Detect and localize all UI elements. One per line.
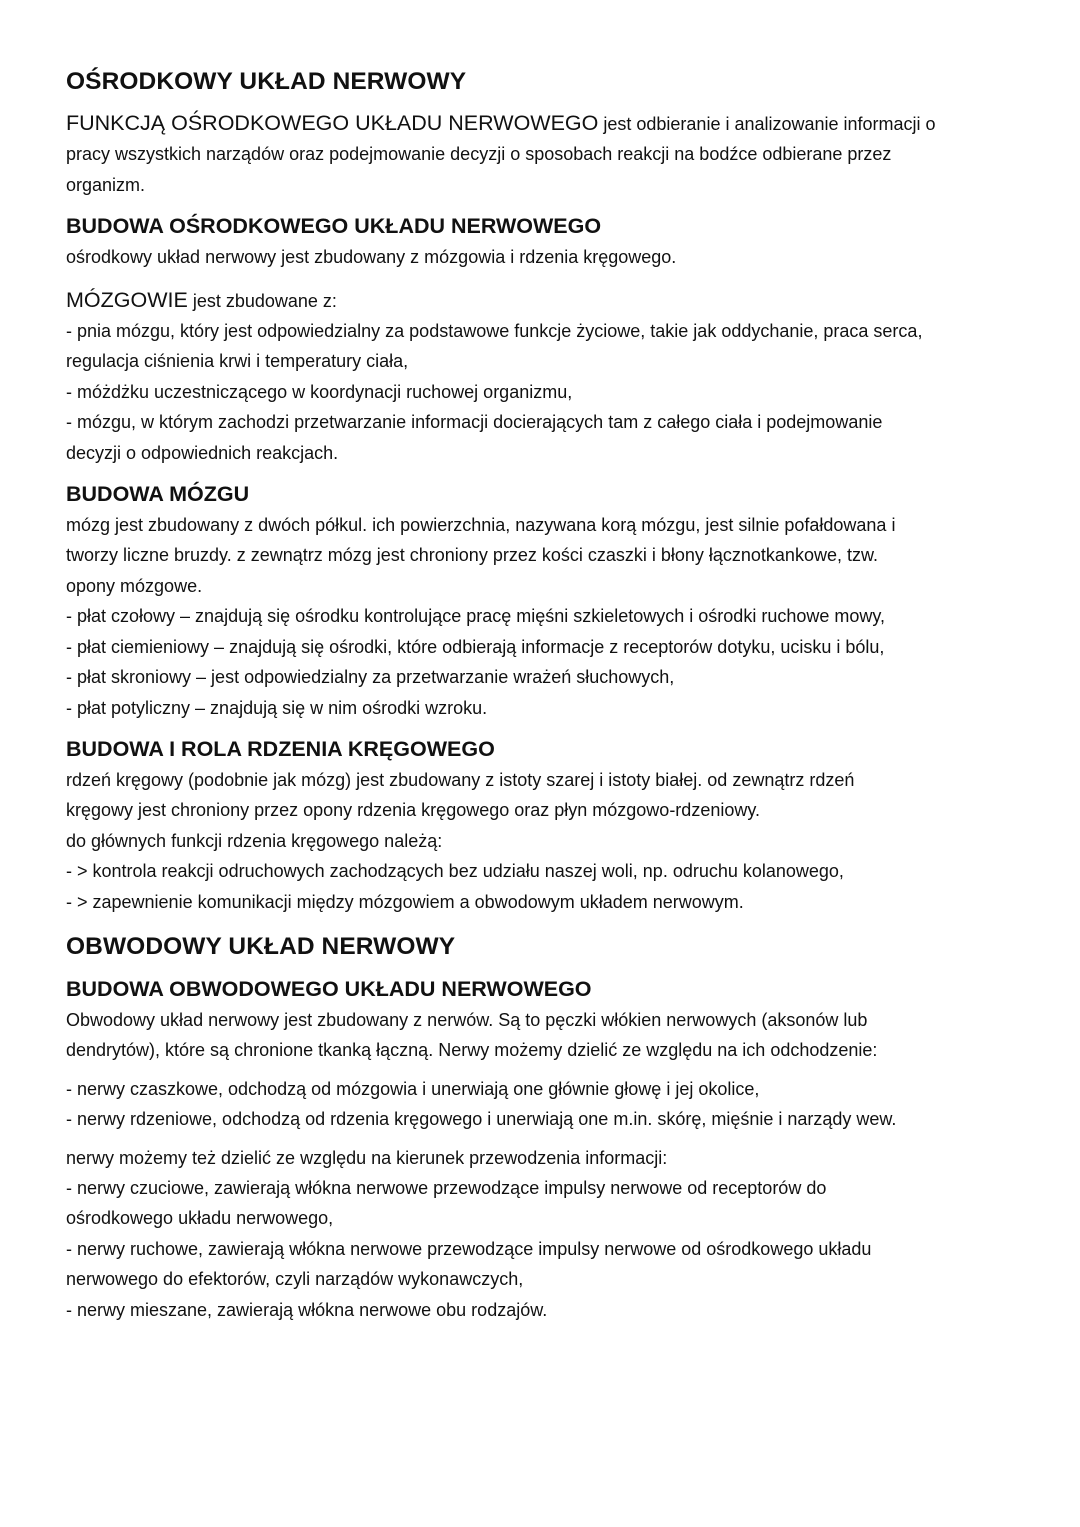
- function-line: organizm.: [66, 174, 146, 195]
- section-brain: [66, 285, 1026, 468]
- list-item: - płat potyliczny – znajdują się w nim ośrodki wzroku.: [66, 697, 488, 718]
- section-pns-structure: [66, 973, 1026, 1325]
- section-heading: BUDOWA OBWODOWEGO UKŁADU NERWOWEGO: [66, 976, 592, 1001]
- section-spinal-cord: [66, 733, 1026, 917]
- list-item: - nerwy mieszane, zawierają włókna nerwowe obu rodzajów.: [66, 1299, 548, 1320]
- paragraph-line: do głównych funkcji rdzenia kręgowego należą:: [66, 830, 443, 851]
- brain-heading: MÓZGOWIE: [66, 287, 188, 312]
- list-item: - nerwy czuciowe, zawierają włókna nerwowe przewodzące impulsy nerwowe od receptorów do: [66, 1177, 827, 1198]
- list-item: - > zapewnienie komunikacji między mózgowiem a obwodowym układem nerwowym.: [66, 891, 744, 912]
- list-item: - nerwy rdzeniowe, odchodzą od rdzenia kręgowego i unerwiają one m.in. skórę, mięśnie i narządy wew.: [66, 1109, 897, 1130]
- function-heading: FUNKCJĄ OŚRODKOWEGO UKŁADU NERWOWEGO: [66, 111, 599, 135]
- list-item: - płat czołowy – znajdują się ośrodku kontrolujące pracę mięśni szkieletowych i ośrodki ruchowe mowy,: [66, 606, 886, 627]
- paragraph-line: dendrytów), które są chronione tkanką łączną. Nerwy możemy dzielić ze względu na ich odchodzenie:: [66, 1040, 878, 1061]
- list-item: - płat ciemieniowy – znajdują się ośrodki, które odbierają informacje z receptorów dotyku, ucisku i bólu,: [66, 636, 885, 657]
- list-item: - płat skroniowy – jest odpowiedzialny za przetwarzanie wrażeń słuchowych,: [66, 667, 675, 688]
- list-item: - nerwy ruchowe, zawierają włókna nerwowe przewodzące impulsy nerwowe od ośrodkowego układu: [66, 1238, 872, 1259]
- paragraph-line: kręgowy jest chroniony przez opony rdzenia kręgowego oraz płyn mózgowo-rdzeniowy.: [66, 800, 761, 821]
- paragraph-line: rdzeń kręgowy (podobnie jak mózg) jest zbudowany z istoty szarej i istoty białej. od zewnątrz rdzeń: [66, 769, 855, 790]
- list-item: nerwowego do efektorów, czyli narządów wykonawczych,: [66, 1269, 524, 1290]
- main-title-cns: OŚRODKOWY UKŁAD NERWOWY: [66, 68, 467, 95]
- section-heading: BUDOWA OŚRODKOWEGO UKŁADU NERWOWEGO: [66, 214, 602, 239]
- paragraph-line: opony mózgowe.: [66, 575, 203, 596]
- list-item: - pnia mózgu, który jest odpowiedzialny za podstawowe funkcje życiowe, takie jak oddychanie, praca serca,: [66, 321, 923, 342]
- list-item: - > kontrola reakcji odruchowych zachodzących bez udziału naszej woli, np. odruchu kolanowego,: [66, 861, 844, 882]
- function-line: jest odbieranie i analizowanie informacji o: [598, 114, 936, 134]
- list-item: - móżdżku uczestniczącego w koordynacji ruchowej organizmu,: [66, 381, 573, 402]
- brain-heading-suffix: jest zbudowane z:: [187, 290, 337, 311]
- paragraph-line: tworzy liczne bruzdy. z zewnątrz mózg jest chroniony przez kości czaszki i błony łącznotkankowe, tzw.: [66, 545, 878, 566]
- list-item: ośrodkowego układu nerwowego,: [66, 1208, 334, 1229]
- paragraph-line: ośrodkowy układ nerwowy jest zbudowany z mózgowia i rdzenia kręgowego.: [66, 247, 677, 268]
- list-item: decyzji o odpowiednich reakcjach.: [66, 442, 339, 463]
- list-item: regulacja ciśnienia krwi i temperatury ciała,: [66, 351, 409, 372]
- list-item: - mózgu, w którym zachodzi przetwarzanie informacji docierających tam z całego ciała i podejmowanie: [66, 412, 883, 433]
- function-first-line: [66, 108, 1026, 139]
- brain-heading-line: [66, 285, 1026, 316]
- section-cerebrum: [66, 478, 1026, 723]
- section-cns-structure: [66, 210, 1026, 272]
- main-title-pns: OBWODOWY UKŁAD NERWOWY: [66, 932, 456, 960]
- section-heading: BUDOWA I ROLA RDZENIA KRĘGOWEGO: [66, 736, 495, 761]
- function-line: pracy wszystkich narządów oraz podejmowanie decyzji o sposobach reakcji na bodźce odbierane przez: [66, 144, 892, 165]
- paragraph-line: nerwy możemy też dzielić ze względu na kierunek przewodzenia informacji:: [66, 1147, 668, 1168]
- paragraph-line: mózg jest zbudowany z dwóch półkul. ich powierzchnia, nazywana korą mózgu, jest silnie pofałdowana i: [66, 515, 896, 536]
- section-heading: BUDOWA MÓZGU: [66, 482, 250, 507]
- section-function: [66, 108, 1026, 200]
- paragraph-line: Obwodowy układ nerwowy jest zbudowany z nerwów. Są to pęczki włókien nerwowych (aksonów lub: [66, 1009, 868, 1030]
- document-page: [66, 64, 1026, 1325]
- list-item: - nerwy czaszkowe, odchodzą od mózgowia i unerwiają one głównie głowę i jej okolice,: [66, 1078, 760, 1099]
